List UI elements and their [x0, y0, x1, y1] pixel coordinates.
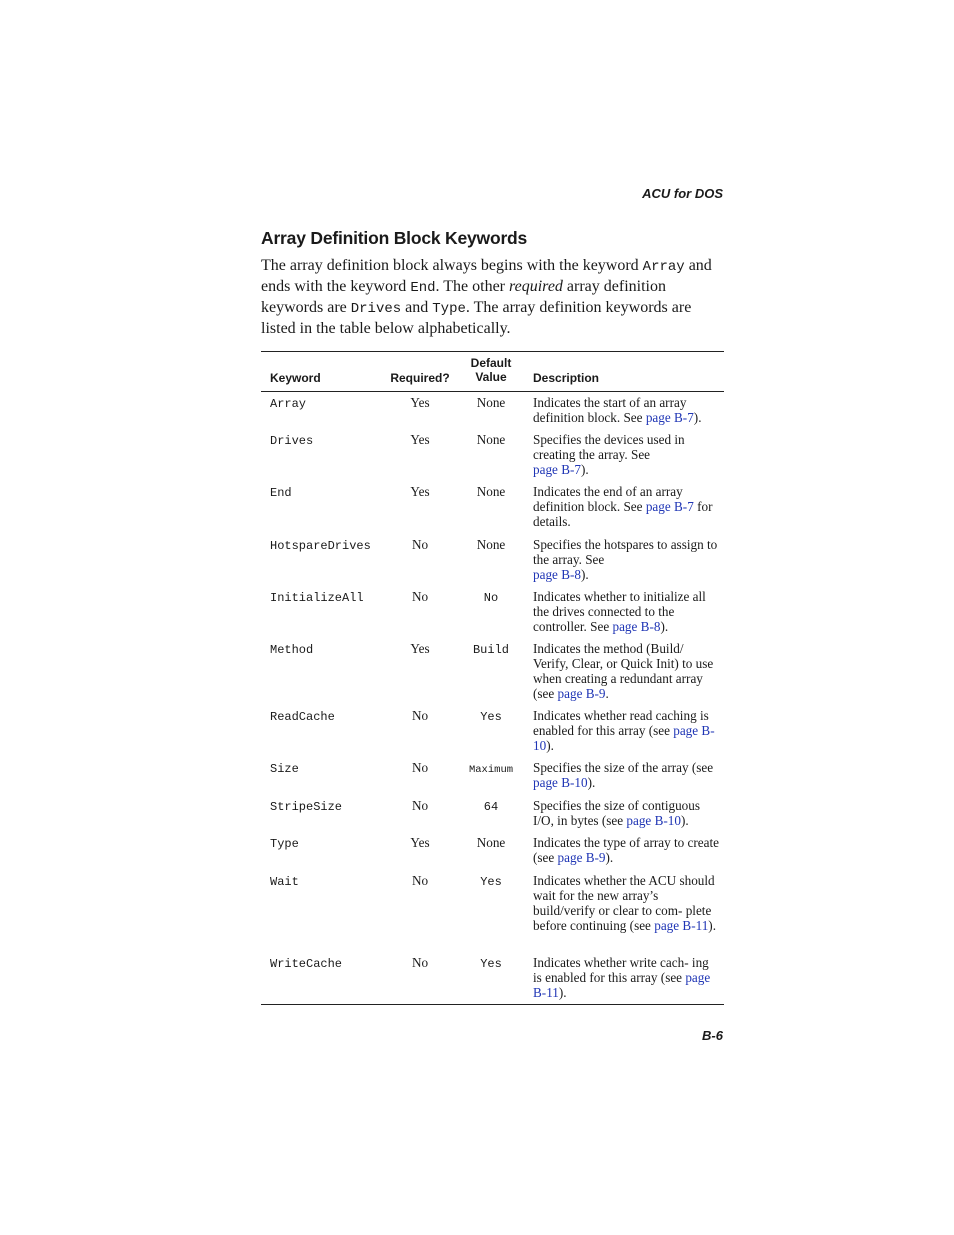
row-keyword: InitializeAll: [270, 591, 364, 605]
description-text: ).: [558, 985, 567, 1000]
row-description: [533, 798, 719, 828]
row-description: [533, 537, 719, 582]
page-link[interactable]: page B-9: [557, 850, 606, 865]
row-keyword: WriteCache: [270, 957, 343, 971]
table-row: [261, 757, 724, 795]
row-default: None: [476, 432, 506, 447]
page-link[interactable]: page B-8: [533, 567, 581, 582]
intro-text: The array definition block always begins with the keyword: [261, 257, 643, 274]
row-keyword: HotspareDrives: [270, 539, 371, 553]
page-link[interactable]: page B-8: [612, 619, 661, 634]
row-default: No: [483, 591, 499, 605]
header-required: Required?: [390, 371, 450, 385]
intro-keyword-array: Array: [642, 259, 685, 275]
row-keyword: ReadCache: [270, 710, 335, 724]
description-text: Specifies the hotspares to assign to the array. See: [533, 537, 718, 567]
description-text: Indicates the end of an array definition block. See: [533, 484, 683, 514]
header-default-value: [456, 356, 526, 384]
row-default: Yes: [480, 875, 502, 889]
description-text: Indicates whether to initialize all the drives connected to the controller. See: [533, 589, 706, 634]
row-required: Yes: [410, 641, 430, 656]
table-row: [261, 429, 724, 481]
intro-text: array definition keywords are: [261, 278, 666, 316]
row-keyword: End: [270, 486, 292, 500]
page-link[interactable]: page B-7: [533, 462, 581, 477]
table-row: [261, 705, 724, 757]
description-text: Indicates whether the ACU should wait for the new array’s build/verify or clear to com- plete before continuing (see: [533, 873, 715, 933]
description-text: ).: [708, 918, 716, 933]
row-required: No: [411, 537, 429, 552]
description-text: ).: [546, 738, 554, 753]
intro-text: . The other: [435, 278, 509, 295]
intro-keyword-type: Type: [432, 301, 466, 317]
row-description: [533, 873, 719, 933]
intro-text: . The array definition keywords are listed in the table below alphabetically.: [261, 299, 692, 337]
row-default: Yes: [480, 710, 502, 724]
description-text: ).: [660, 619, 669, 634]
description-text: Specifies the size of contiguous I/O, in bytes (see: [533, 798, 701, 828]
description-text: Indicates the start of an array definition block. See: [533, 395, 687, 425]
page-link[interactable]: page B-10: [533, 775, 588, 790]
description-text: ).: [605, 850, 614, 865]
page-link[interactable]: page B-10: [533, 723, 715, 753]
intro-text: and ends with the keyword: [261, 257, 712, 295]
table-header: [261, 352, 724, 392]
table-row: [261, 586, 724, 638]
description-text: .: [605, 686, 609, 701]
row-description: [533, 395, 719, 425]
header-keyword: Keyword: [270, 371, 321, 385]
description-text: Specifies the size of the array (see: [533, 760, 714, 775]
intro-keyword-end: End: [410, 280, 436, 296]
row-required: No: [411, 708, 429, 723]
row-required: No: [411, 589, 429, 604]
table-row: [261, 481, 724, 534]
description-text: Specifies the devices used in creating the array. See: [533, 432, 685, 462]
row-default: None: [476, 835, 506, 850]
intro-paragraph: [261, 256, 723, 338]
page-link[interactable]: page B-7: [645, 410, 694, 425]
section-title: Array Definition Block Keywords: [261, 228, 528, 248]
row-required: No: [411, 798, 429, 813]
row-keyword: Wait: [270, 875, 299, 889]
table-row: [261, 534, 724, 586]
intro-keyword-drives: Drives: [350, 301, 402, 317]
row-default: Yes: [480, 957, 502, 971]
description-text: ).: [580, 567, 589, 582]
row-default: 64: [483, 800, 499, 814]
row-required: No: [411, 955, 429, 970]
row-required: Yes: [410, 484, 430, 499]
page-link[interactable]: page B-10: [626, 813, 681, 828]
row-default: None: [476, 395, 506, 410]
row-keyword: Size: [270, 762, 299, 776]
row-description: [533, 432, 719, 477]
description-text: Indicates the method (Build/ Verify, Clear, or Quick Init) to use when creating a redundant array (see: [533, 641, 714, 701]
description-text: ).: [693, 410, 702, 425]
row-keyword: Type: [270, 837, 299, 851]
page-link[interactable]: page B-11: [654, 918, 709, 933]
table-row: [261, 952, 724, 1004]
row-keyword: Drives: [270, 434, 314, 448]
table-row: [261, 870, 724, 952]
row-required: No: [411, 873, 429, 888]
description-text: Indicates whether write cach- ing is enabled for this array (see: [533, 955, 709, 985]
row-description: [533, 955, 719, 1000]
row-default: None: [476, 537, 506, 552]
row-required: Yes: [410, 395, 430, 410]
row-default: Build: [472, 643, 509, 657]
row-description: [533, 589, 719, 634]
running-head: ACU for DOS: [642, 186, 723, 201]
description-text: for details.: [533, 499, 713, 529]
table-row: [261, 638, 724, 705]
row-description: [533, 708, 719, 753]
row-description: [533, 641, 719, 701]
description-text: ).: [587, 775, 596, 790]
row-description: [533, 835, 719, 865]
row-description: [533, 760, 719, 790]
row-default: Maximum: [468, 764, 514, 776]
page-link[interactable]: page B-9: [557, 686, 606, 701]
table-row: [261, 832, 724, 870]
row-required: Yes: [410, 432, 430, 447]
table-row: [261, 795, 724, 832]
header-default-line1: Default: [470, 356, 512, 370]
row-default: None: [476, 484, 506, 499]
intro-emphasis: required: [509, 278, 563, 295]
table-row: [261, 392, 724, 429]
keywords-table: [261, 351, 724, 1005]
row-required: No: [411, 760, 429, 775]
header-description: Description: [533, 371, 600, 385]
row-keyword: Method: [270, 643, 314, 657]
page-number: B-6: [702, 1028, 723, 1043]
row-keyword: Array: [270, 397, 307, 411]
row-keyword: StripeSize: [270, 800, 343, 814]
header-default-line2: Value: [475, 370, 507, 384]
row-description: [533, 484, 719, 529]
description-text: Indicates the type of array to create (see: [533, 835, 719, 865]
row-required: Yes: [410, 835, 430, 850]
intro-text: and: [401, 299, 433, 316]
page-link[interactable]: page B-7: [645, 499, 694, 514]
description-text: ).: [580, 462, 589, 477]
page-link[interactable]: page B-11: [533, 970, 711, 1000]
description-text: Indicates whether read caching is enabled for this array (see: [533, 708, 709, 738]
description-text: ).: [680, 813, 689, 828]
